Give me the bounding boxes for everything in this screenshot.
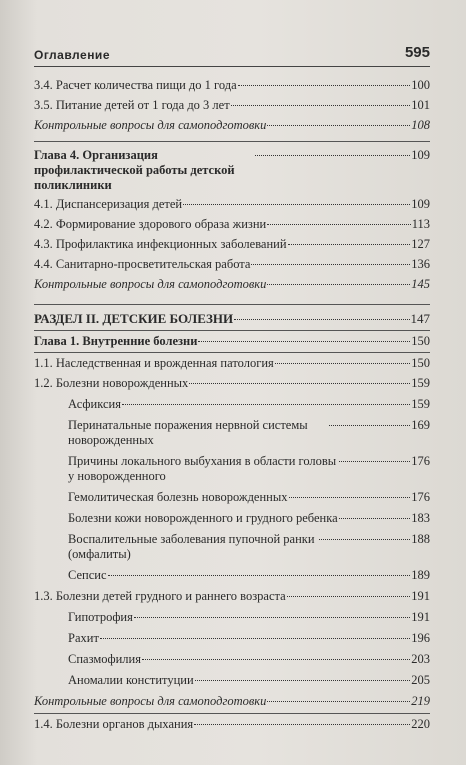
toc-entry-page: 219 bbox=[411, 694, 430, 708]
toc-entry-page: 220 bbox=[411, 717, 430, 731]
toc-entry-title: 4.3. Профилактика инфекционных заболеваний bbox=[34, 237, 287, 251]
toc-entry-title: 3.4. Расчет количества пищи до 1 года bbox=[34, 78, 237, 92]
section-divider bbox=[34, 304, 430, 305]
toc-entry-title: Гипотрофия bbox=[68, 610, 133, 624]
toc-entry-review bbox=[34, 694, 430, 709]
toc-entry-page: 147 bbox=[410, 311, 430, 326]
section-divider bbox=[34, 352, 430, 353]
toc-entry bbox=[34, 237, 430, 252]
toc-entry-page: 188 bbox=[411, 532, 430, 546]
toc-entry-title: РАЗДЕЛ II. ДЕТСКИЕ БОЛЕЗНИ bbox=[34, 311, 234, 326]
toc-entry-title: Аномалии конституции bbox=[68, 673, 194, 687]
toc-entry-review bbox=[34, 277, 430, 292]
section-divider bbox=[34, 330, 430, 331]
section-divider bbox=[34, 713, 430, 714]
toc-entry-title: Контрольные вопросы для самоподготовки bbox=[34, 694, 267, 708]
toc-entry-title: 1.2. Болезни новорожденных bbox=[34, 376, 189, 390]
toc-entry-page: 150 bbox=[411, 334, 430, 348]
toc-entry-page: 183 bbox=[411, 511, 430, 525]
toc-entry-page: 176 bbox=[411, 454, 430, 468]
toc-entry-page: 159 bbox=[411, 397, 430, 411]
page-header bbox=[34, 44, 430, 67]
toc-entry-review bbox=[34, 118, 430, 133]
toc-entry-title: Перинатальные поражения нервной системы новорожденных bbox=[68, 418, 308, 447]
toc-entry bbox=[34, 589, 430, 604]
toc-entry-page: 191 bbox=[411, 589, 430, 603]
toc-entry-page: 109 bbox=[411, 197, 430, 211]
toc-entry-title: 4.4. Санитарно-просветительская работа bbox=[34, 257, 251, 271]
toc-entry bbox=[34, 78, 430, 93]
toc-entry-title: Рахит bbox=[68, 631, 99, 645]
toc-entry-title: Воспалительные заболевания пупочной ранки (омфалиты) bbox=[68, 532, 315, 561]
toc-entry-title: 1.1. Наследственная и врожденная патология bbox=[34, 356, 274, 370]
toc-entry bbox=[34, 217, 430, 232]
toc-entry-page: 191 bbox=[411, 610, 430, 624]
page-number: 595 bbox=[404, 44, 430, 61]
toc-entry-page: 203 bbox=[411, 652, 430, 666]
toc-entry-page: 159 bbox=[411, 376, 430, 390]
toc-entry-title: Сепсис bbox=[68, 568, 107, 582]
toc-entry-title: Контрольные вопросы для самоподготовки bbox=[34, 118, 267, 132]
toc-entry-page: 189 bbox=[411, 568, 430, 582]
toc-chapter bbox=[34, 148, 430, 193]
toc-entry-page: 108 bbox=[411, 118, 430, 132]
toc-subentry bbox=[34, 511, 430, 526]
toc-entry-title: Болезни кожи новорожденного и грудного ребенка bbox=[68, 511, 338, 525]
toc-entry-title: 4.1. Диспансеризация детей bbox=[34, 197, 183, 211]
toc-subentry bbox=[34, 490, 430, 505]
toc-entry bbox=[34, 98, 430, 113]
toc-entry bbox=[34, 356, 430, 371]
toc-section bbox=[34, 311, 430, 326]
toc-entry-title: 1.4. Болезни органов дыхания bbox=[34, 717, 194, 731]
toc-entry-page: 109 bbox=[411, 148, 430, 162]
toc-entry-title: Глава 1. Внутренние болезни bbox=[34, 334, 198, 348]
toc-subentry bbox=[34, 532, 430, 562]
toc-entry-title: 3.5. Питание детей от 1 года до 3 лет bbox=[34, 98, 230, 112]
toc-entry-page: 205 bbox=[411, 673, 430, 687]
toc-entry-title: Причины локального выбухания в области головы у новорожденного bbox=[68, 454, 337, 483]
toc-entry bbox=[34, 376, 430, 391]
toc-entry bbox=[34, 257, 430, 272]
toc-entry-page: 101 bbox=[411, 98, 430, 112]
toc-entry-title: 4.2. Формирование здорового образа жизни bbox=[34, 217, 267, 231]
toc-entry-title: Спазмофилия bbox=[68, 652, 141, 666]
toc-entry bbox=[34, 717, 430, 732]
toc-entry-page: 113 bbox=[411, 217, 430, 231]
toc-entry-title: Глава 4. Организация профилактической работы детской поликлиники bbox=[34, 148, 235, 192]
toc-entry bbox=[34, 197, 430, 212]
toc-chapter bbox=[34, 334, 430, 349]
toc-entry-page: 150 bbox=[411, 356, 430, 370]
toc-subentry bbox=[34, 631, 430, 646]
toc-entry-page: 127 bbox=[411, 237, 430, 251]
toc-entry-page: 169 bbox=[411, 418, 430, 432]
toc-entry-title: Асфиксия bbox=[68, 397, 121, 411]
toc-entry-page: 196 bbox=[411, 631, 430, 645]
toc-entry-title: 1.3. Болезни детей грудного и раннего возраста bbox=[34, 589, 286, 603]
running-title: Оглавление bbox=[34, 48, 110, 62]
toc-entry-title: Контрольные вопросы для самоподготовки bbox=[34, 277, 267, 291]
toc-entry-page: 100 bbox=[411, 78, 430, 92]
section-divider bbox=[34, 141, 430, 142]
toc-entry-page: 136 bbox=[411, 257, 430, 271]
toc-entry-page: 145 bbox=[411, 277, 430, 291]
toc-subentry bbox=[34, 568, 430, 583]
toc-subentry bbox=[34, 652, 430, 667]
toc-entry-title: Гемолитическая болезнь новорожденных bbox=[68, 490, 288, 504]
toc-subentry bbox=[34, 454, 430, 484]
toc-entry-page: 176 bbox=[411, 490, 430, 504]
table-of-contents bbox=[34, 72, 430, 732]
toc-subentry bbox=[34, 418, 430, 448]
toc-subentry bbox=[34, 610, 430, 625]
toc-subentry bbox=[34, 673, 430, 688]
toc-subentry bbox=[34, 397, 430, 412]
